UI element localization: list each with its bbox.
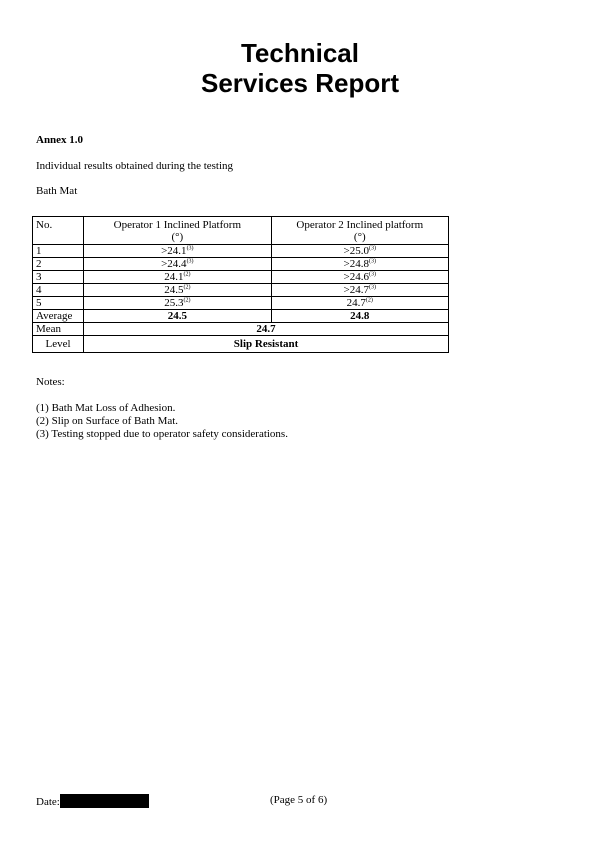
note-ref: (2) — [183, 271, 191, 278]
annex-heading: Annex 1.0 — [36, 134, 84, 146]
row-op1-value — [84, 258, 271, 271]
intro-text: Individual results obtained during the testing — [36, 160, 234, 172]
redacted-date — [60, 794, 149, 808]
value-text: >24.1 — [161, 245, 187, 257]
level-value: Slip Resistant — [84, 336, 449, 353]
row-op2-value — [271, 297, 448, 310]
table-row — [33, 297, 449, 310]
mean-value: 24.7 — [84, 323, 449, 336]
mean-label: Mean — [33, 323, 84, 336]
row-no: 1 — [33, 245, 84, 258]
row-op1-value — [84, 284, 271, 297]
mean-row — [33, 323, 449, 336]
header-operator-1 — [84, 217, 271, 245]
header-operator-2-label: Operator 2 Inclined platform — [296, 219, 424, 231]
average-row — [33, 310, 449, 323]
note-ref: (3) — [369, 284, 376, 291]
note-ref: (3) — [186, 245, 194, 252]
header-operator-2 — [271, 217, 448, 245]
table-header-row — [33, 217, 449, 245]
value-text: 24.1 — [164, 271, 184, 283]
row-op2-value — [271, 271, 448, 284]
average-label: Average — [33, 310, 84, 323]
value-text: >24.7 — [343, 284, 369, 296]
note-ref: (2) — [183, 297, 191, 304]
row-op1-value — [84, 297, 271, 310]
note-ref: (2) — [183, 284, 191, 291]
row-no: 2 — [33, 258, 84, 271]
date-label: Date: — [36, 796, 60, 808]
table-row — [33, 284, 449, 297]
level-row — [33, 336, 449, 353]
notes-label: Notes: — [36, 376, 65, 388]
row-no: 4 — [33, 284, 84, 297]
row-op2-value — [271, 245, 448, 258]
report-title-line1: Technical — [240, 38, 359, 68]
value-text: 25.3 — [164, 297, 184, 309]
page-number: (Page 5 of 6) — [270, 794, 328, 806]
row-op1-value — [84, 271, 271, 284]
row-op2-value — [271, 284, 448, 297]
value-text: >25.0 — [343, 245, 369, 257]
note-ref: (2) — [365, 297, 373, 304]
note-item: (1) Bath Mat Loss of Adhesion. — [36, 402, 176, 414]
report-title — [0, 38, 600, 98]
note-ref: (3) — [186, 258, 194, 265]
note-ref: (3) — [369, 258, 376, 265]
note-ref: (3) — [369, 271, 376, 278]
subject-text: Bath Mat — [36, 185, 78, 197]
note-item: (2) Slip on Surface of Bath Mat. — [36, 415, 179, 427]
table-row — [33, 271, 449, 284]
table-row — [33, 258, 449, 271]
row-op1-value — [84, 245, 271, 258]
row-op2-value — [271, 258, 448, 271]
row-no: 3 — [33, 271, 84, 284]
note-item: (3) Testing stopped due to operator safety considerations. — [36, 428, 288, 440]
average-op1: 24.5 — [84, 310, 271, 323]
table-row — [33, 245, 449, 258]
header-operator-2-unit: (°) — [353, 231, 366, 243]
results-table — [32, 216, 449, 353]
row-no: 5 — [33, 297, 84, 310]
value-text: >24.8 — [343, 258, 369, 270]
value-text: >24.6 — [343, 271, 369, 283]
notes-list — [36, 402, 288, 441]
header-operator-1-label: Operator 1 Inclined Platform — [113, 219, 242, 231]
footer-date — [36, 794, 149, 808]
header-operator-1-unit: (°) — [171, 231, 184, 243]
note-ref: (3) — [369, 245, 376, 252]
level-label: Level — [33, 336, 84, 353]
report-title-line2: Services Report — [201, 68, 399, 98]
value-text: >24.4 — [161, 258, 187, 270]
average-op2: 24.8 — [271, 310, 448, 323]
header-no: No. — [33, 217, 84, 245]
value-text: 24.5 — [164, 284, 184, 296]
value-text: 24.7 — [346, 297, 366, 309]
